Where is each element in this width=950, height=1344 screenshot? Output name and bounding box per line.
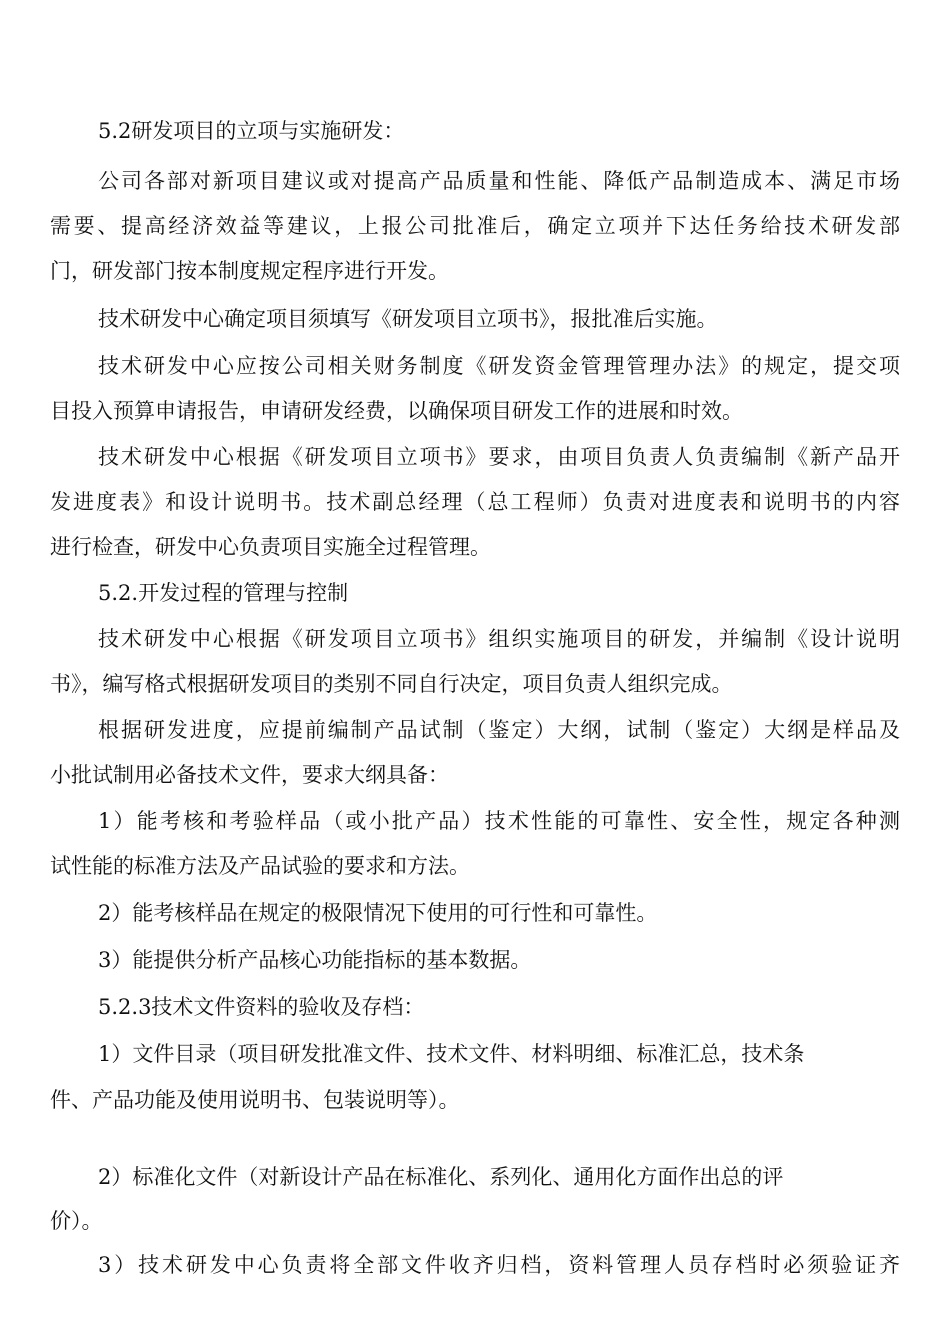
paragraph-line: 技术研发中心确定项目须填写《研发项目立项书》，报批准后实施。 <box>98 307 718 331</box>
paragraph-line: 需要、提高经济效益等建议，上报公司批准后，确定立项并下达任务给技术研发部 <box>50 214 900 238</box>
paragraph-line: 进行检查，研发中心负责项目实施全过程管理。 <box>50 535 491 559</box>
paragraph-line: 公司各部对新项目建议或对提高产品质量和性能、降低产品制造成本、满足市场 <box>98 169 900 193</box>
list-item-line: 2）能考核样品在规定的极限情况下使用的可行性和可靠性。 <box>98 901 658 925</box>
paragraph-line: 书》，编写格式根据研发项目的类别不同自行决定，项目负责人组织完成。 <box>50 672 733 696</box>
paragraph-line: 技术研发中心应按公司相关财务制度《研发资金管理管理办法》的规定，提交项 <box>98 354 900 378</box>
paragraph-line: 技术研发中心根据《研发项目立项书》要求，由项目负责人负责编制《新产品开 <box>98 445 900 469</box>
list-item-line: 试性能的标准方法及产品试验的要求和方法。 <box>50 854 470 878</box>
section-heading-5-2-3: 5.2.3技术文件资料的验收及存档： <box>98 995 425 1019</box>
paragraph-line: 技术研发中心根据《研发项目立项书》组织实施项目的研发，并编制《设计说明 <box>98 627 900 651</box>
section-heading-5-2-dev: 5.2.开发过程的管理与控制 <box>98 581 349 605</box>
paragraph-line: 门，研发部门按本制度规定程序进行开发。 <box>50 259 449 283</box>
list-item-line: 价）。 <box>50 1209 103 1233</box>
list-item-line: 1）文件目录（项目研发批准文件、技术文件、材料明细、标准汇总，技术条 <box>98 1042 805 1066</box>
list-item-line: 1）能考核和考验样品（或小批产品）技术性能的可靠性、安全性，规定各种测 <box>98 809 900 833</box>
paragraph-line: 发进度表》和设计说明书。技术副总经理（总工程师）负责对进度表和说明书的内容 <box>50 490 900 514</box>
section-heading-5-2: 5.2研发项目的立项与实施研发： <box>98 119 405 143</box>
paragraph-line: 小批试制用必备技术文件，要求大纲具备： <box>50 763 449 787</box>
list-item-line: 件、产品功能及使用说明书、包装说明等）。 <box>50 1088 460 1112</box>
list-item-line: 3）技术研发中心负责将全部文件收齐归档，资料管理人员存档时必须验证齐 <box>98 1253 900 1277</box>
list-item-line: 3）能提供分析产品核心功能指标的基本数据。 <box>98 948 532 972</box>
list-item-line: 2）标准化文件（对新设计产品在标准化、系列化、通用化方面作出总的评 <box>98 1165 784 1189</box>
paragraph-line: 目投入预算申请报告，申请研发经费，以确保项目研发工作的进展和时效。 <box>50 399 743 423</box>
paragraph-line: 根据研发进度，应提前编制产品试制（鉴定）大纲，试制（鉴定）大纲是样品及 <box>98 718 900 742</box>
